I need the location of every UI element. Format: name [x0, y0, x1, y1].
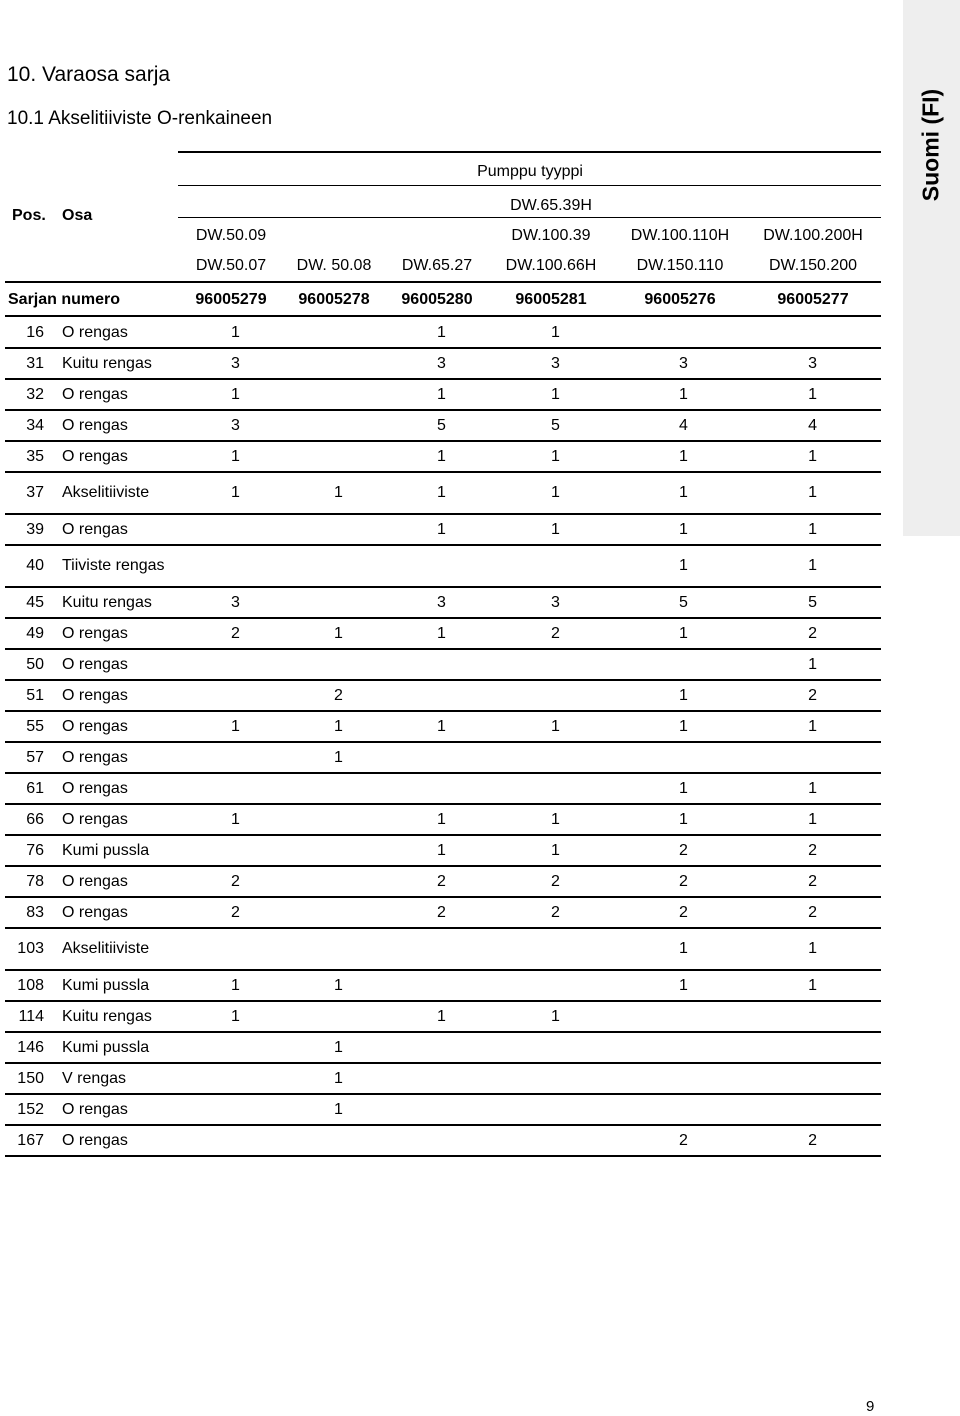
- header-rule: [178, 185, 881, 186]
- quantity-cell: 1: [618, 472, 749, 514]
- table-row: [5, 545, 881, 587]
- quantity-cell: [618, 742, 749, 773]
- quantity-cell: 1: [390, 514, 493, 545]
- quantity-cell: [493, 649, 618, 680]
- model-name: DW.50.09: [195, 227, 267, 244]
- parts-table: [5, 318, 881, 1157]
- part-name: O rengas: [48, 804, 184, 835]
- quantity-cell: [749, 1063, 881, 1094]
- quantity-cell: 1: [184, 970, 287, 1001]
- table-row: [5, 970, 881, 1001]
- table-row: [5, 866, 881, 897]
- quantity-cell: [493, 773, 618, 804]
- part-name: O rengas: [48, 866, 184, 897]
- position-number: 40: [5, 545, 48, 587]
- quantity-cell: 2: [749, 680, 881, 711]
- quantity-cell: [390, 545, 493, 587]
- quantity-cell: [287, 866, 390, 897]
- quantity-cell: [287, 441, 390, 472]
- quantity-cell: 3: [390, 348, 493, 379]
- position-number: 83: [5, 897, 48, 928]
- model-name: DW.65.27: [401, 257, 473, 274]
- table-row: [5, 472, 881, 514]
- quantity-cell: 1: [390, 835, 493, 866]
- quantity-cell: 2: [618, 897, 749, 928]
- quantity-cell: [493, 928, 618, 970]
- quantity-cell: [184, 649, 287, 680]
- table-row: [5, 587, 881, 618]
- table-row: [5, 1125, 881, 1156]
- model-name: DW.100.39: [511, 227, 591, 244]
- quantity-cell: 1: [749, 970, 881, 1001]
- quantity-cell: 1: [287, 1094, 390, 1125]
- quantity-cell: 2: [749, 1125, 881, 1156]
- quantity-cell: 1: [390, 711, 493, 742]
- quantity-cell: 2: [390, 897, 493, 928]
- position-number: 114: [5, 1001, 48, 1032]
- quantity-cell: [287, 773, 390, 804]
- quantity-cell: 1: [749, 773, 881, 804]
- position-number: 61: [5, 773, 48, 804]
- quantity-cell: 1: [184, 804, 287, 835]
- quantity-cell: 1: [618, 441, 749, 472]
- language-side-tab: [903, 0, 960, 536]
- quantity-cell: 1: [493, 441, 618, 472]
- quantity-cell: 1: [618, 970, 749, 1001]
- quantity-cell: [184, 1063, 287, 1094]
- quantity-cell: [618, 1063, 749, 1094]
- position-number: 45: [5, 587, 48, 618]
- quantity-cell: 2: [618, 835, 749, 866]
- quantity-cell: [749, 1094, 881, 1125]
- quantity-cell: 1: [618, 545, 749, 587]
- quantity-cell: [184, 1032, 287, 1063]
- position-number: 78: [5, 866, 48, 897]
- quantity-cell: 1: [390, 441, 493, 472]
- quantity-cell: 1: [184, 472, 287, 514]
- quantity-cell: 2: [184, 866, 287, 897]
- serial-number: 96005276: [644, 291, 716, 308]
- table-row: [5, 1094, 881, 1125]
- quantity-cell: [493, 545, 618, 587]
- position-number: 35: [5, 441, 48, 472]
- serial-number: 96005277: [777, 291, 849, 308]
- quantity-cell: 2: [749, 835, 881, 866]
- quantity-cell: 1: [749, 514, 881, 545]
- quantity-cell: [390, 1032, 493, 1063]
- quantity-cell: 3: [749, 348, 881, 379]
- part-header: Osa: [62, 207, 93, 224]
- quantity-cell: 1: [390, 379, 493, 410]
- quantity-cell: [287, 1001, 390, 1032]
- quantity-cell: 3: [493, 348, 618, 379]
- position-number: 150: [5, 1063, 48, 1094]
- quantity-cell: [287, 1125, 390, 1156]
- quantity-cell: [390, 680, 493, 711]
- position-number: 49: [5, 618, 48, 649]
- quantity-cell: 1: [390, 618, 493, 649]
- quantity-cell: 1: [287, 1063, 390, 1094]
- header-rule: [5, 315, 881, 317]
- table-row: [5, 897, 881, 928]
- quantity-cell: 1: [749, 472, 881, 514]
- quantity-cell: 1: [618, 711, 749, 742]
- quantity-cell: 1: [287, 472, 390, 514]
- quantity-cell: 1: [618, 804, 749, 835]
- position-number: 50: [5, 649, 48, 680]
- serial-number: 96005278: [298, 291, 370, 308]
- quantity-cell: 1: [184, 711, 287, 742]
- quantity-cell: [493, 680, 618, 711]
- quantity-cell: [618, 649, 749, 680]
- quantity-cell: [184, 1094, 287, 1125]
- quantity-cell: [287, 587, 390, 618]
- quantity-cell: 2: [749, 618, 881, 649]
- quantity-cell: 1: [287, 742, 390, 773]
- position-number: 146: [5, 1032, 48, 1063]
- quantity-cell: 1: [618, 379, 749, 410]
- part-name: Akselitiiviste: [48, 928, 184, 970]
- section-title: 10. Varaosa sarja: [7, 63, 171, 86]
- quantity-cell: 1: [618, 773, 749, 804]
- quantity-cell: 3: [618, 348, 749, 379]
- quantity-cell: [287, 897, 390, 928]
- quantity-cell: [390, 773, 493, 804]
- quantity-cell: [287, 649, 390, 680]
- table-row: [5, 804, 881, 835]
- quantity-cell: [287, 379, 390, 410]
- quantity-cell: 3: [184, 348, 287, 379]
- position-number: 66: [5, 804, 48, 835]
- table-row: [5, 680, 881, 711]
- quantity-cell: 3: [184, 410, 287, 441]
- position-number: 103: [5, 928, 48, 970]
- quantity-cell: 1: [184, 379, 287, 410]
- position-number: 39: [5, 514, 48, 545]
- position-number: 31: [5, 348, 48, 379]
- quantity-cell: [390, 1125, 493, 1156]
- position-number: 152: [5, 1094, 48, 1125]
- pos-header: Pos.: [12, 207, 46, 224]
- quantity-cell: [618, 1001, 749, 1032]
- table-row: [5, 1001, 881, 1032]
- position-number: 51: [5, 680, 48, 711]
- model-name: DW.65.39H: [510, 197, 592, 214]
- quantity-cell: 1: [618, 680, 749, 711]
- quantity-cell: 1: [618, 928, 749, 970]
- part-name: O rengas: [48, 897, 184, 928]
- quantity-cell: [184, 680, 287, 711]
- table-row: [5, 835, 881, 866]
- quantity-cell: 1: [493, 804, 618, 835]
- table-row: [5, 1063, 881, 1094]
- quantity-cell: 3: [390, 587, 493, 618]
- part-name: Kuitu rengas: [48, 1001, 184, 1032]
- table-row: [5, 348, 881, 379]
- quantity-cell: [390, 970, 493, 1001]
- quantity-cell: [493, 1063, 618, 1094]
- position-number: 57: [5, 742, 48, 773]
- position-number: 16: [5, 318, 48, 348]
- quantity-cell: 5: [618, 587, 749, 618]
- part-name: O rengas: [48, 441, 184, 472]
- serial-number: 96005279: [195, 291, 267, 308]
- part-name: O rengas: [48, 649, 184, 680]
- model-name: DW.100.110H: [630, 227, 730, 244]
- table-row: [5, 514, 881, 545]
- serial-number: 96005280: [401, 291, 473, 308]
- table-row: [5, 1032, 881, 1063]
- position-number: 32: [5, 379, 48, 410]
- quantity-cell: [287, 348, 390, 379]
- model-name: DW.150.200: [768, 257, 858, 274]
- quantity-cell: [618, 1094, 749, 1125]
- quantity-cell: 1: [287, 711, 390, 742]
- quantity-cell: 1: [390, 472, 493, 514]
- quantity-cell: 1: [493, 514, 618, 545]
- quantity-cell: [287, 545, 390, 587]
- quantity-cell: [287, 835, 390, 866]
- quantity-cell: 2: [184, 897, 287, 928]
- position-number: 76: [5, 835, 48, 866]
- serial-number: 96005281: [515, 291, 587, 308]
- quantity-cell: 2: [749, 897, 881, 928]
- quantity-cell: 1: [493, 1001, 618, 1032]
- part-name: Akselitiiviste: [48, 472, 184, 514]
- part-name: Tiiviste rengas: [48, 545, 184, 587]
- quantity-cell: [493, 1094, 618, 1125]
- quantity-cell: [493, 742, 618, 773]
- model-name: DW.150.110: [636, 257, 724, 274]
- quantity-cell: [184, 742, 287, 773]
- quantity-cell: [618, 1032, 749, 1063]
- quantity-cell: [749, 1032, 881, 1063]
- quantity-cell: [493, 1125, 618, 1156]
- model-name: DW.100.200H: [763, 227, 863, 244]
- quantity-cell: 1: [390, 804, 493, 835]
- part-name: Kumi pussla: [48, 835, 184, 866]
- header-rule: [178, 217, 881, 218]
- part-name: V rengas: [48, 1063, 184, 1094]
- quantity-cell: 1: [287, 618, 390, 649]
- quantity-cell: [618, 318, 749, 348]
- quantity-cell: 2: [390, 866, 493, 897]
- quantity-cell: 2: [493, 618, 618, 649]
- quantity-cell: [390, 1094, 493, 1125]
- quantity-cell: 1: [493, 711, 618, 742]
- quantity-cell: [749, 742, 881, 773]
- table-row: [5, 318, 881, 348]
- quantity-cell: 1: [184, 441, 287, 472]
- part-name: Kuitu rengas: [48, 587, 184, 618]
- table-row: [5, 410, 881, 441]
- quantity-cell: 1: [749, 711, 881, 742]
- serial-header: Sarjan numero: [8, 291, 121, 308]
- quantity-cell: [287, 318, 390, 348]
- part-name: O rengas: [48, 379, 184, 410]
- quantity-cell: 5: [493, 410, 618, 441]
- quantity-cell: [184, 1125, 287, 1156]
- position-number: 34: [5, 410, 48, 441]
- quantity-cell: 1: [749, 441, 881, 472]
- quantity-cell: 1: [287, 970, 390, 1001]
- table-row: [5, 379, 881, 410]
- part-name: O rengas: [48, 680, 184, 711]
- part-name: O rengas: [48, 514, 184, 545]
- quantity-cell: [749, 1001, 881, 1032]
- quantity-cell: 2: [493, 897, 618, 928]
- part-name: O rengas: [48, 410, 184, 441]
- quantity-cell: [287, 410, 390, 441]
- quantity-cell: [184, 773, 287, 804]
- quantity-cell: 2: [618, 866, 749, 897]
- quantity-cell: 2: [618, 1125, 749, 1156]
- quantity-cell: 1: [749, 545, 881, 587]
- table-row: [5, 441, 881, 472]
- quantity-cell: 3: [184, 587, 287, 618]
- model-name: DW. 50.08: [296, 257, 372, 274]
- table-row: [5, 928, 881, 970]
- part-name: O rengas: [48, 742, 184, 773]
- part-name: Kuitu rengas: [48, 348, 184, 379]
- quantity-cell: [184, 835, 287, 866]
- quantity-cell: 1: [390, 318, 493, 348]
- quantity-cell: [390, 742, 493, 773]
- quantity-cell: 2: [749, 866, 881, 897]
- quantity-cell: [287, 928, 390, 970]
- table-row: [5, 711, 881, 742]
- position-number: 108: [5, 970, 48, 1001]
- table-row: [5, 649, 881, 680]
- table-row: [5, 742, 881, 773]
- subsection-title: 10.1 Akselitiiviste O-renkaineen: [7, 108, 273, 129]
- quantity-cell: 1: [493, 472, 618, 514]
- quantity-cell: 1: [493, 379, 618, 410]
- table-row: [5, 618, 881, 649]
- quantity-cell: [287, 804, 390, 835]
- quantity-cell: [390, 928, 493, 970]
- quantity-cell: 1: [618, 618, 749, 649]
- quantity-cell: [184, 928, 287, 970]
- quantity-cell: 2: [184, 618, 287, 649]
- quantity-cell: [287, 514, 390, 545]
- part-name: O rengas: [48, 618, 184, 649]
- quantity-cell: 1: [749, 649, 881, 680]
- quantity-cell: 5: [390, 410, 493, 441]
- quantity-cell: 2: [493, 866, 618, 897]
- quantity-cell: 1: [493, 835, 618, 866]
- quantity-cell: [493, 970, 618, 1001]
- quantity-cell: 4: [749, 410, 881, 441]
- quantity-cell: 1: [618, 514, 749, 545]
- quantity-cell: 1: [390, 1001, 493, 1032]
- model-name: DW.50.07: [195, 257, 267, 274]
- quantity-cell: 1: [184, 1001, 287, 1032]
- part-name: O rengas: [48, 773, 184, 804]
- header-rule: [5, 281, 881, 283]
- quantity-cell: 1: [749, 804, 881, 835]
- part-name: O rengas: [48, 1125, 184, 1156]
- part-name: O rengas: [48, 711, 184, 742]
- language-label: Suomi (FI): [917, 88, 944, 202]
- quantity-cell: 4: [618, 410, 749, 441]
- quantity-cell: 1: [184, 318, 287, 348]
- page-number: 9: [866, 1398, 875, 1415]
- part-name: Kumi pussla: [48, 1032, 184, 1063]
- position-number: 55: [5, 711, 48, 742]
- quantity-cell: [184, 545, 287, 587]
- position-number: 37: [5, 472, 48, 514]
- quantity-cell: 1: [749, 928, 881, 970]
- quantity-cell: 3: [493, 587, 618, 618]
- quantity-cell: 2: [287, 680, 390, 711]
- quantity-cell: [493, 1032, 618, 1063]
- quantity-cell: 1: [493, 318, 618, 348]
- header-rule: [178, 151, 881, 153]
- part-name: Kumi pussla: [48, 970, 184, 1001]
- quantity-cell: [390, 1063, 493, 1094]
- quantity-cell: [390, 649, 493, 680]
- quantity-cell: [749, 318, 881, 348]
- quantity-cell: 1: [749, 379, 881, 410]
- table-row: [5, 773, 881, 804]
- model-name: DW.100.66H: [505, 257, 597, 274]
- position-number: 167: [5, 1125, 48, 1156]
- part-name: O rengas: [48, 318, 184, 348]
- quantity-cell: 1: [287, 1032, 390, 1063]
- part-name: O rengas: [48, 1094, 184, 1125]
- quantity-cell: 5: [749, 587, 881, 618]
- pump-type-label: Pumppu tyyppi: [477, 163, 583, 180]
- quantity-cell: [184, 514, 287, 545]
